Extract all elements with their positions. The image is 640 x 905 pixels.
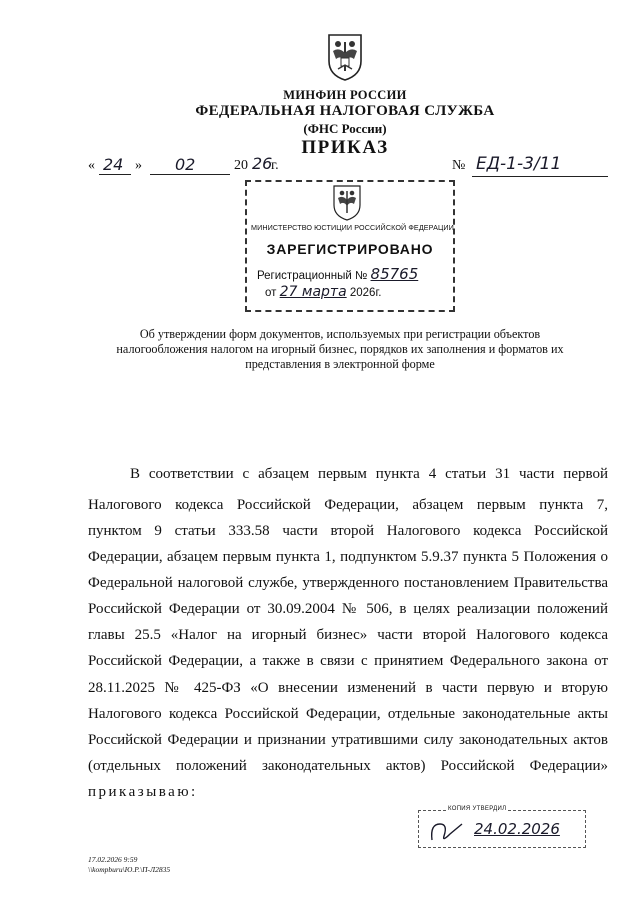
document-type: ПРИКАЗ	[301, 137, 389, 158]
year-unit: г.	[271, 158, 279, 173]
order-month: 02	[175, 155, 196, 174]
signature-mark	[428, 818, 468, 846]
body-line: Российской Федерации и признании утратившими силу законодательных актов	[88, 732, 608, 748]
body-line: пунктом 9 статьи 333.58 части второй Налогового кодекса Российской	[88, 523, 608, 539]
agency-abbr: (ФНС России)	[303, 121, 387, 136]
ministry-header: МИНФИН РОССИИ	[283, 88, 407, 102]
year-prefix: 20	[234, 158, 248, 173]
subject-line: Об утверждении форм документов, используемых при регистрации объектов	[139, 327, 541, 341]
stamp-emblem-icon	[330, 183, 364, 221]
stamp-date-year: 2026г.	[349, 287, 382, 299]
body-line: главы 25.5 «Налог на игорный бизнес» части второй Налогового кодекса	[88, 627, 608, 643]
body-line: Федеральной налоговой службе, утвержденного постановлением Правительства	[88, 575, 608, 591]
stamp-date-prefix: от	[265, 287, 277, 299]
footer-file-path: \\kompburu\Ю.Р.\П-Л2835	[88, 865, 171, 874]
body-line: Российской Федерации, а также в связи с принятием Федерального закона от	[88, 653, 608, 669]
copy-stamp-date: 24.02.2026	[474, 820, 560, 838]
number-underline	[472, 176, 608, 177]
order-word: приказываю:	[88, 784, 198, 800]
date-open-quote: «	[88, 158, 95, 173]
body-line: Налогового кодекса Российской Федерации, отдельные законодательные акты	[88, 706, 608, 722]
body-line: Федерации, абзацем первым пункта 1, подпунктом 5.9.37 пункта 5 Положения о	[88, 549, 608, 565]
month-underline	[150, 174, 230, 175]
body-line: 28.11.2025 № 425-ФЗ «О внесении изменений в части первую и вторую	[88, 680, 608, 696]
body-line: (отдельных положений законодательных актов) Российской Федерации»	[88, 758, 608, 774]
order-number-label: №	[452, 158, 466, 173]
year-suffix: 26	[252, 154, 273, 173]
stamp-ministry: МИНИСТЕРСТВО ЮСТИЦИИ РОССИЙСКОЙ ФЕДЕРАЦИИ	[251, 223, 454, 232]
registration-stamp	[245, 180, 455, 312]
agency-header: ФЕДЕРАЛЬНАЯ НАЛОГОВАЯ СЛУЖБА	[195, 103, 495, 119]
stamp-date-value: 27 марта	[279, 284, 347, 300]
stamp-number-line	[257, 265, 418, 283]
coat-of-arms-icon	[323, 31, 367, 81]
body-line: Российской Федерации от 30.09.2004 № 506, в целях реализации положений	[88, 601, 608, 617]
footer-timestamp: 17.02.2026 9:59	[88, 855, 138, 864]
date-close-quote: »	[135, 158, 142, 173]
copy-stamp-label: КОПИЯ УТВЕРДИЛ	[448, 806, 507, 812]
stamp-status: ЗАРЕГИСТРИРОВАНО	[266, 241, 434, 257]
subject-line: представления в электронной форме	[245, 357, 435, 371]
subject-line: налогообложения налогом на игорный бизнес, порядков их заполнения и форматов их	[116, 342, 564, 356]
copy-stamp	[418, 806, 588, 850]
stamp-date-line	[265, 284, 381, 300]
body-line: Налогового кодекса Российской Федерации, абзацем первым пункта 7,	[88, 497, 608, 513]
order-day: 24	[103, 155, 124, 174]
body-line: В соответствии с абзацем первым пункта 4 статьи 31 части первой	[130, 466, 608, 482]
day-underline	[99, 174, 131, 175]
stamp-number-value: 85765	[370, 265, 419, 283]
order-number-value: ЕД-1-3/11	[476, 154, 562, 174]
stamp-number-label: Регистрационный №	[257, 270, 368, 282]
